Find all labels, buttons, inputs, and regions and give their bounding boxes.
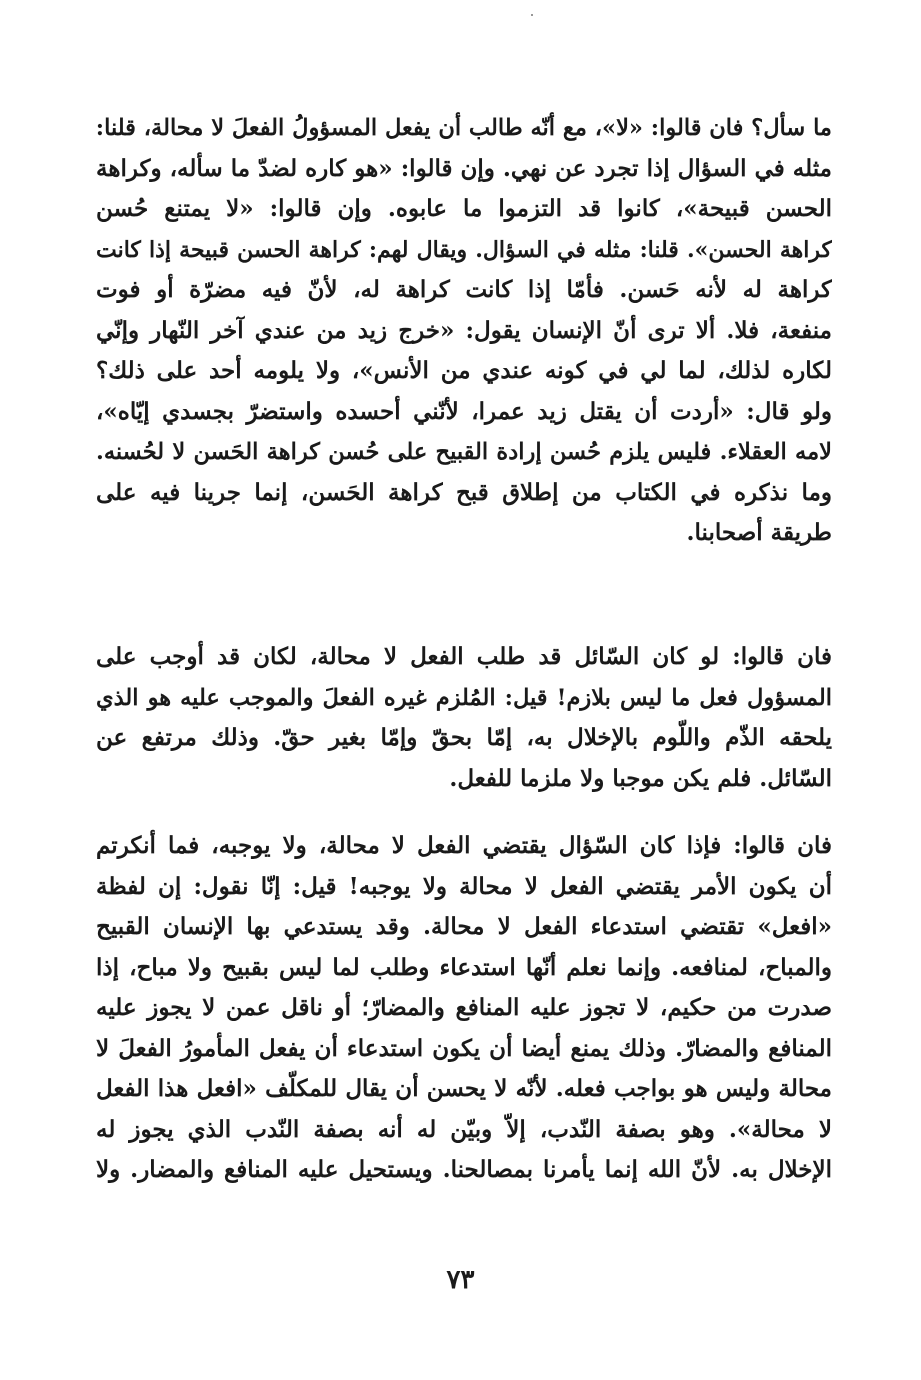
text-line: صدرت من حكيم، لا تجوز عليه المنافع والمضارّ؛ أو ناقل عمن لا يجوز عليه: [96, 994, 832, 1021]
page-number: ٧٣: [446, 1265, 475, 1295]
text-line: لامه العقلاء. فليس يلزم حُسن إرادة القبيح على حُسن كراهة الحَسن لا لحُسنه.: [96, 439, 832, 465]
text-line: «افعل» تقتضي استدعاء الفعل لا محالة. وقد يستدعي بها الإنسان القبيح: [96, 913, 832, 940]
text-line: وما نذكره في الكتاب من إطلاق قبح كراهة الحَسن، إنما جرينا فيه على: [96, 478, 832, 506]
text-line: الحسن قبيحة»، كانوا قد التزموا ما عابوه. وإن قالوا: «لا يمتنع حُسن: [96, 195, 832, 222]
paragraph-2: [96, 637, 832, 799]
text-line: طريقة أصحابنا.: [686, 519, 832, 546]
text-line: ما سأل؟ فان قالوا: «لا»، مع أنّه طالب أن يفعل المسؤولُ الفعلَ لا محالة، قلنا:: [96, 115, 832, 141]
text-line: المنافع والمضارّ. وذلك يمنع أيضا أن يكون استدعاء أن يفعل المأمورُ الفعلَ لا: [96, 1034, 832, 1062]
text-line: كراهة له لأنه حَسن. فأمّا إذا كانت كراهة له، لأنّ فيه مضرّة أو فوت: [96, 276, 832, 303]
text-line: يلحقه الذّم واللّوم بالإخلال به، إمّا بحقّ وإمّا بغير حقّ. وذلك مرتفع عن: [96, 724, 832, 751]
text-line: أن يكون الأمر يقتضي الفعل لا محالة ولا يوجبه! قيل: إنّا نقول: إن لفظة: [96, 872, 832, 900]
text-line: لا محالة». وهو بصفة النّدب، إلاّ وبيّن له أنه بصفة النّدب الذي يجوز له: [96, 1115, 832, 1143]
text-line: والمباح، لمنافعه. وإنما نعلم أنّها استدعاء وطلب لما ليس بقبيح ولا مباح، إذا: [96, 953, 832, 981]
text-line: كراهة الحسن». قلنا: مثله في السؤال. ويقال لهم: كراهة الحسن قبيحة إذا كانت: [96, 236, 832, 263]
scan-speck: [531, 14, 533, 16]
text-line: محالة وليس هو بواجب فعله. لأنّه لا يحسن أن يقال للمكلّف «افعل هذا الفعل: [96, 1075, 832, 1102]
text-line: ولو قال: «أردت أن يقتل زيد عمرا، لأنّني أحسده واستضرّ بجسدي إيّاه»،: [96, 397, 832, 425]
text-line: فان قالوا: لو كان السّائل قد طلب الفعل لا محالة، لكان قد أوجب على: [96, 643, 832, 670]
text-line: منفعة، فلا. ألا ترى أنّ الإنسان يقول: «خرج زيد من عندي آخر النّهار وإنّي: [96, 316, 832, 344]
text-line: فان قالوا: فإذا كان السّؤال يقتضي الفعل لا محالة، ولا يوجبه، فما أنكرتم: [96, 832, 832, 859]
paragraph-3: [96, 826, 832, 1191]
text-line: الإخلال به. لأنّ الله إنما يأمرنا بمصالحنا. ويستحيل عليه المنافع والمضار. ولا: [96, 1156, 832, 1183]
text-line: السّائل. فلم يكن موجبا ولا ملزما للفعل.: [449, 764, 832, 792]
text-line: المسؤول فعل ما ليس بلازم! قيل: المُلزم غيره الفعلَ والموجب عليه هو الذي: [96, 684, 832, 711]
text-line: لكاره لذلك، لما لي في كونه عندي من الأنس»، ولا يلومه أحد على ذلك؟: [96, 357, 832, 384]
paragraph-1: [96, 108, 832, 554]
text-line: مثله في السؤال إذا تجرد عن نهي. وإن قالوا: «هو كاره لضدّ ما سأله، وكراهة: [96, 154, 832, 182]
